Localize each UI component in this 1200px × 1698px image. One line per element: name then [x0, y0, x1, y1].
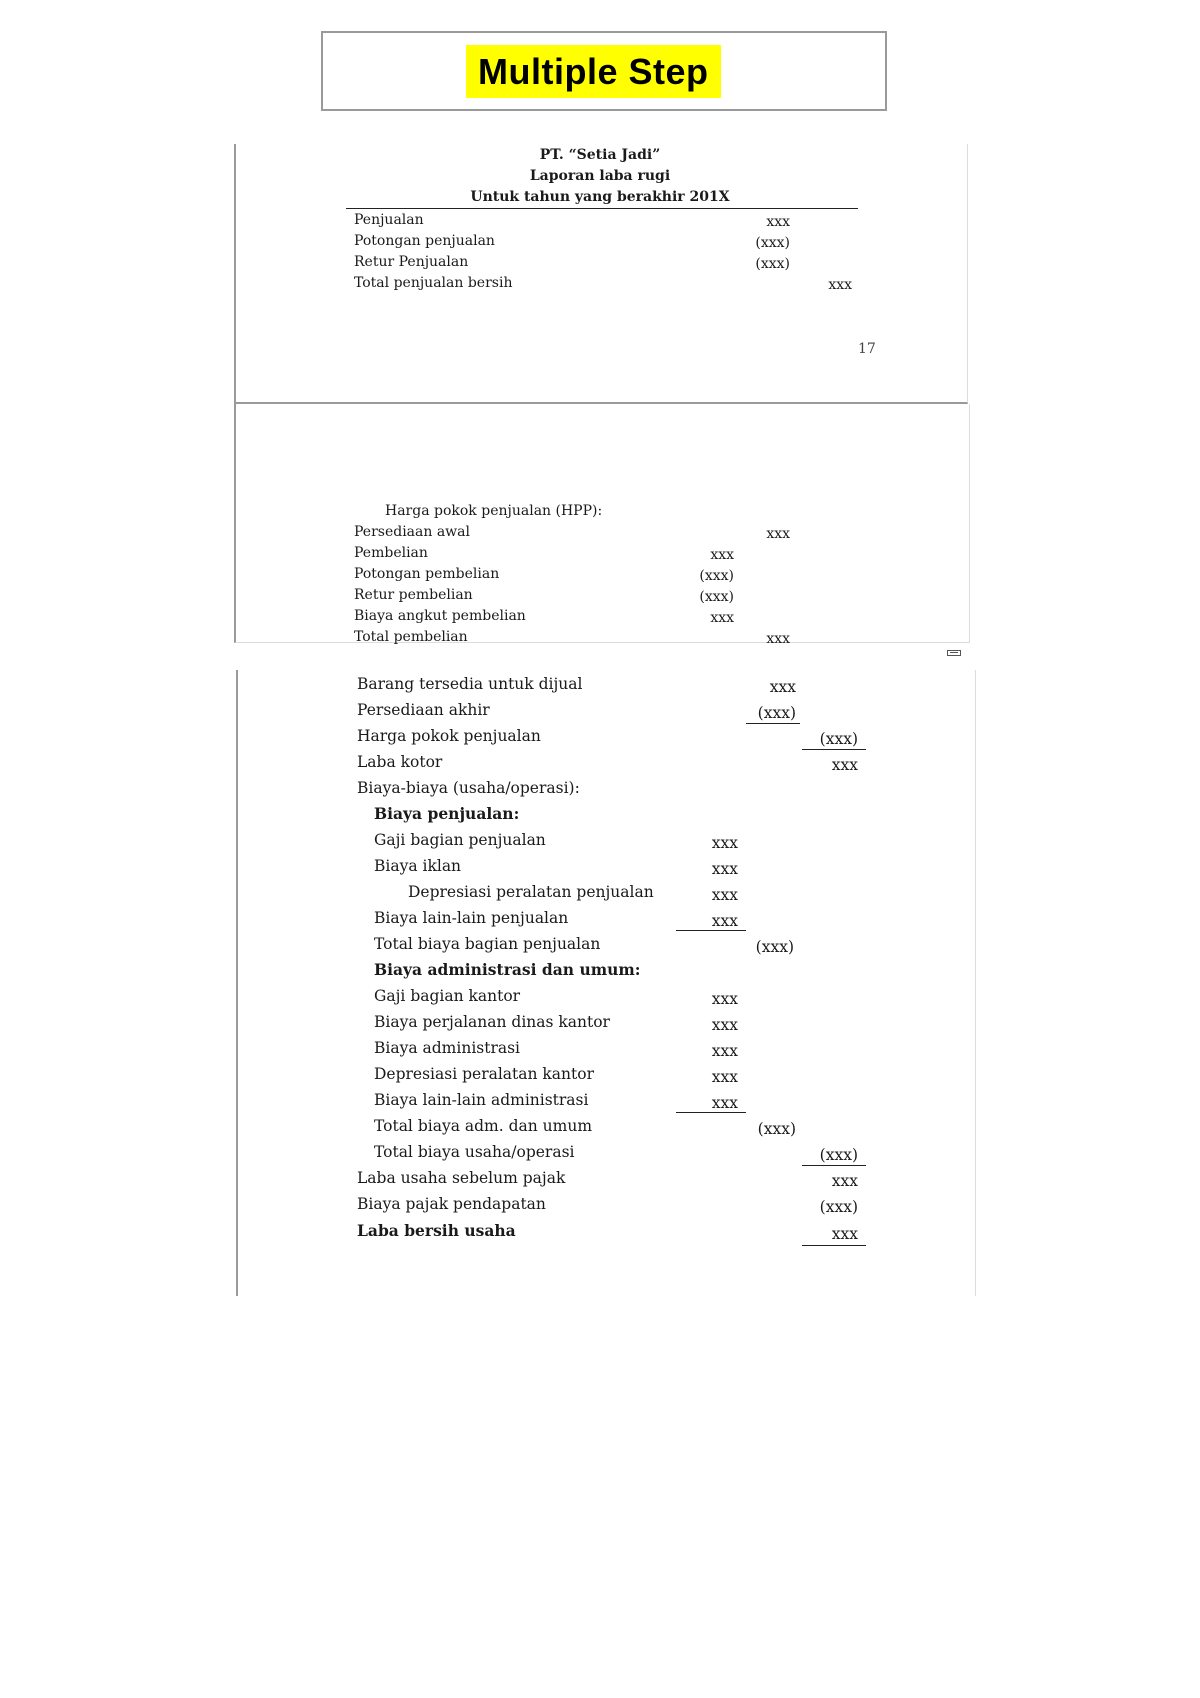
admin-subtotal-underline — [676, 1112, 746, 1113]
report-title: Laporan laba rugi — [529, 168, 671, 184]
other-admin-value: xxx — [711, 1094, 738, 1112]
total-operating-label: Total biaya usaha/operasi — [374, 1143, 575, 1161]
freight-in-value: xxx — [710, 610, 734, 626]
report-period: Untuk tahun yang berakhir 201X — [470, 189, 730, 205]
freight-in-label: Biaya angkut pembelian — [354, 608, 526, 624]
sales-discount-label: Potongan penjualan — [354, 233, 495, 249]
net-income-value: xxx — [831, 1225, 858, 1243]
cogs-underline — [802, 749, 866, 750]
advertising-value: xxx — [711, 860, 738, 878]
office-salary-label: Gaji bagian kantor — [374, 987, 521, 1005]
pretax-income-value: xxx — [831, 1172, 858, 1190]
ending-inventory-underline — [746, 723, 800, 724]
purchase-discount-value: (xxx) — [699, 568, 734, 584]
total-purchases-label: Total pembelian — [354, 629, 468, 645]
income-tax-value: (xxx) — [819, 1198, 858, 1216]
net-income-label: Laba bersih usaha — [357, 1221, 516, 1240]
sales-salary-label: Gaji bagian penjualan — [374, 831, 546, 849]
goods-available-label: Barang tersedia untuk dijual — [357, 675, 583, 693]
header-underline — [346, 208, 858, 209]
operating-expenses-heading: Biaya-biaya (usaha/operasi): — [357, 779, 580, 797]
sales-return-value: (xxx) — [755, 256, 790, 272]
office-depreciation-label: Depresiasi peralatan kantor — [374, 1065, 595, 1083]
selling-subtotal-underline — [676, 930, 746, 931]
sales-value: xxx — [766, 214, 790, 230]
other-selling-label: Biaya lain-lain penjualan — [374, 909, 569, 927]
income-tax-label: Biaya pajak pendapatan — [357, 1195, 546, 1213]
hpp-heading: Harga pokok penjualan (HPP): — [385, 503, 603, 519]
pretax-income-label: Laba usaha sebelum pajak — [357, 1169, 566, 1187]
purchase-return-label: Retur pembelian — [354, 587, 473, 603]
office-salary-value: xxx — [711, 990, 738, 1008]
purchases-label: Pembelian — [354, 545, 428, 561]
sales-salary-value: xxx — [711, 834, 738, 852]
office-depreciation-value: xxx — [711, 1068, 738, 1086]
total-selling-label: Total biaya bagian penjualan — [374, 935, 601, 953]
ending-inventory-value: (xxx) — [757, 704, 796, 722]
administration-expense-value: xxx — [711, 1042, 738, 1060]
page-title: Multiple Step — [466, 45, 721, 98]
purchases-value: xxx — [710, 547, 734, 563]
cogs-value: (xxx) — [819, 730, 858, 748]
statement-page-3 — [236, 670, 976, 1296]
net-sales-label: Total penjualan bersih — [354, 275, 513, 291]
cogs-label: Harga pokok penjualan — [357, 727, 541, 745]
beginning-inventory-value: xxx — [766, 526, 790, 542]
goods-available-value: xxx — [769, 678, 796, 696]
purchase-return-value: (xxx) — [699, 589, 734, 605]
sales-return-label: Retur Penjualan — [354, 254, 469, 270]
other-selling-value: xxx — [711, 912, 738, 930]
beginning-inventory-label: Persediaan awal — [354, 524, 470, 540]
travel-expense-value: xxx — [711, 1016, 738, 1034]
total-selling-value: (xxx) — [755, 938, 794, 956]
travel-expense-label: Biaya perjalanan dinas kantor — [374, 1013, 610, 1031]
ending-inventory-label: Persediaan akhir — [357, 701, 490, 719]
advertising-label: Biaya iklan — [374, 857, 462, 875]
total-purchases-value: xxx — [766, 631, 790, 647]
other-admin-label: Biaya lain-lain administrasi — [374, 1091, 589, 1109]
net-sales-value: xxx — [828, 277, 852, 293]
page-number: 17 — [858, 341, 876, 357]
selling-depreciation-value: xxx — [711, 886, 738, 904]
company-name: PT. “Setia Jadi” — [539, 147, 661, 163]
gross-profit-value: xxx — [831, 756, 858, 774]
purchase-discount-label: Potongan pembelian — [354, 566, 500, 582]
statement-page-2 — [234, 404, 970, 643]
selling-depreciation-label: Depresiasi peralatan penjualan — [408, 883, 654, 901]
sales-label: Penjualan — [354, 212, 424, 228]
sales-discount-value: (xxx) — [755, 235, 790, 251]
administration-expense-label: Biaya administrasi — [374, 1039, 521, 1057]
gross-profit-label: Laba kotor — [357, 753, 443, 771]
total-admin-label: Total biaya adm. dan umum — [374, 1117, 593, 1135]
operating-total-underline — [802, 1165, 866, 1166]
collapse-icon[interactable] — [947, 650, 961, 656]
total-admin-value: (xxx) — [757, 1120, 796, 1138]
admin-expenses-heading: Biaya administrasi dan umum: — [374, 960, 641, 979]
net-income-underline — [802, 1245, 866, 1246]
total-operating-value: (xxx) — [819, 1146, 858, 1164]
selling-expenses-heading: Biaya penjualan: — [374, 804, 520, 823]
